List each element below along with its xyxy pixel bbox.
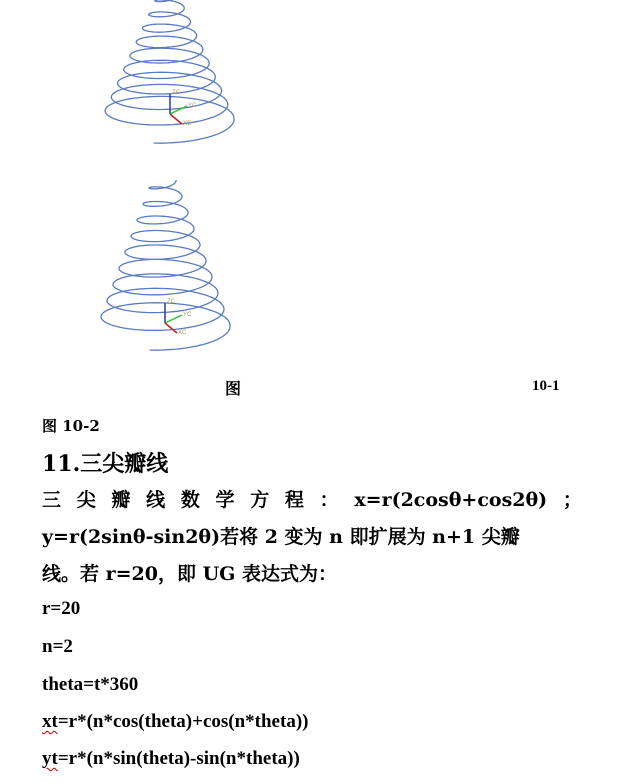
conical-helix-top xyxy=(105,0,234,143)
equation-line-1-token: 三 xyxy=(42,489,62,511)
spiral-figures xyxy=(0,0,624,372)
equation-line-3: 线。若 r=20，即 UG 表达式为： xyxy=(42,563,338,585)
yc-axis-label: YC xyxy=(188,103,197,109)
code-line-r: r=20 xyxy=(42,598,81,619)
zc-axis-label: ZC xyxy=(167,299,175,305)
equation-line-1-token: 瓣 xyxy=(111,489,131,511)
code-line-yt: yt=r*(n*sin(theta)-sin(n*theta)) xyxy=(42,748,300,769)
conical-helix-bottom xyxy=(101,180,230,350)
equation-line-1 xyxy=(42,482,582,519)
helix-curve xyxy=(105,0,234,143)
y-axis-line xyxy=(165,315,182,323)
x-axis-line xyxy=(165,323,177,333)
x-axis-line xyxy=(170,114,182,124)
xc-axis-label: XC xyxy=(178,330,187,336)
zc-axis-label: ZC xyxy=(172,90,180,96)
code-line-theta: theta=t*360 xyxy=(42,674,139,695)
y-axis-line xyxy=(170,106,187,114)
equation-line-1-token: x=r(2cosθ+cos2θ) xyxy=(354,489,548,511)
equation-line-1-token: 程 xyxy=(284,489,304,511)
yc-axis-label: YC xyxy=(183,312,192,318)
section-heading: 11.三尖瓣线 xyxy=(42,451,169,477)
equation-line-1-token: ； xyxy=(562,489,582,511)
equation-line-1-token: 数 xyxy=(180,489,200,511)
equation-line-1-token: 学 xyxy=(215,489,235,511)
figure-label: 图 10-2 xyxy=(42,417,100,435)
equation-line-1-token: 尖 xyxy=(76,489,96,511)
xc-axis-label: XC xyxy=(183,121,192,127)
figure-caption-right: 10-1 xyxy=(532,378,560,394)
equation-line-1-token: 线 xyxy=(146,489,166,511)
equation-line-1-token: 方 xyxy=(250,489,270,511)
code-line-xt: xt=r*(n*cos(theta)+cos(n*theta)) xyxy=(42,711,309,732)
equation-line-1-token: ： xyxy=(319,489,339,511)
helix-curve xyxy=(101,180,230,350)
figure-caption-left: 图 xyxy=(225,379,242,398)
equation-paragraph xyxy=(42,482,582,593)
code-line-n: n=2 xyxy=(42,636,73,657)
equation-line-2: y=r(2sinθ-sin2θ)若将 2 变为 n 即扩展为 n+1 尖瓣 xyxy=(42,526,520,548)
